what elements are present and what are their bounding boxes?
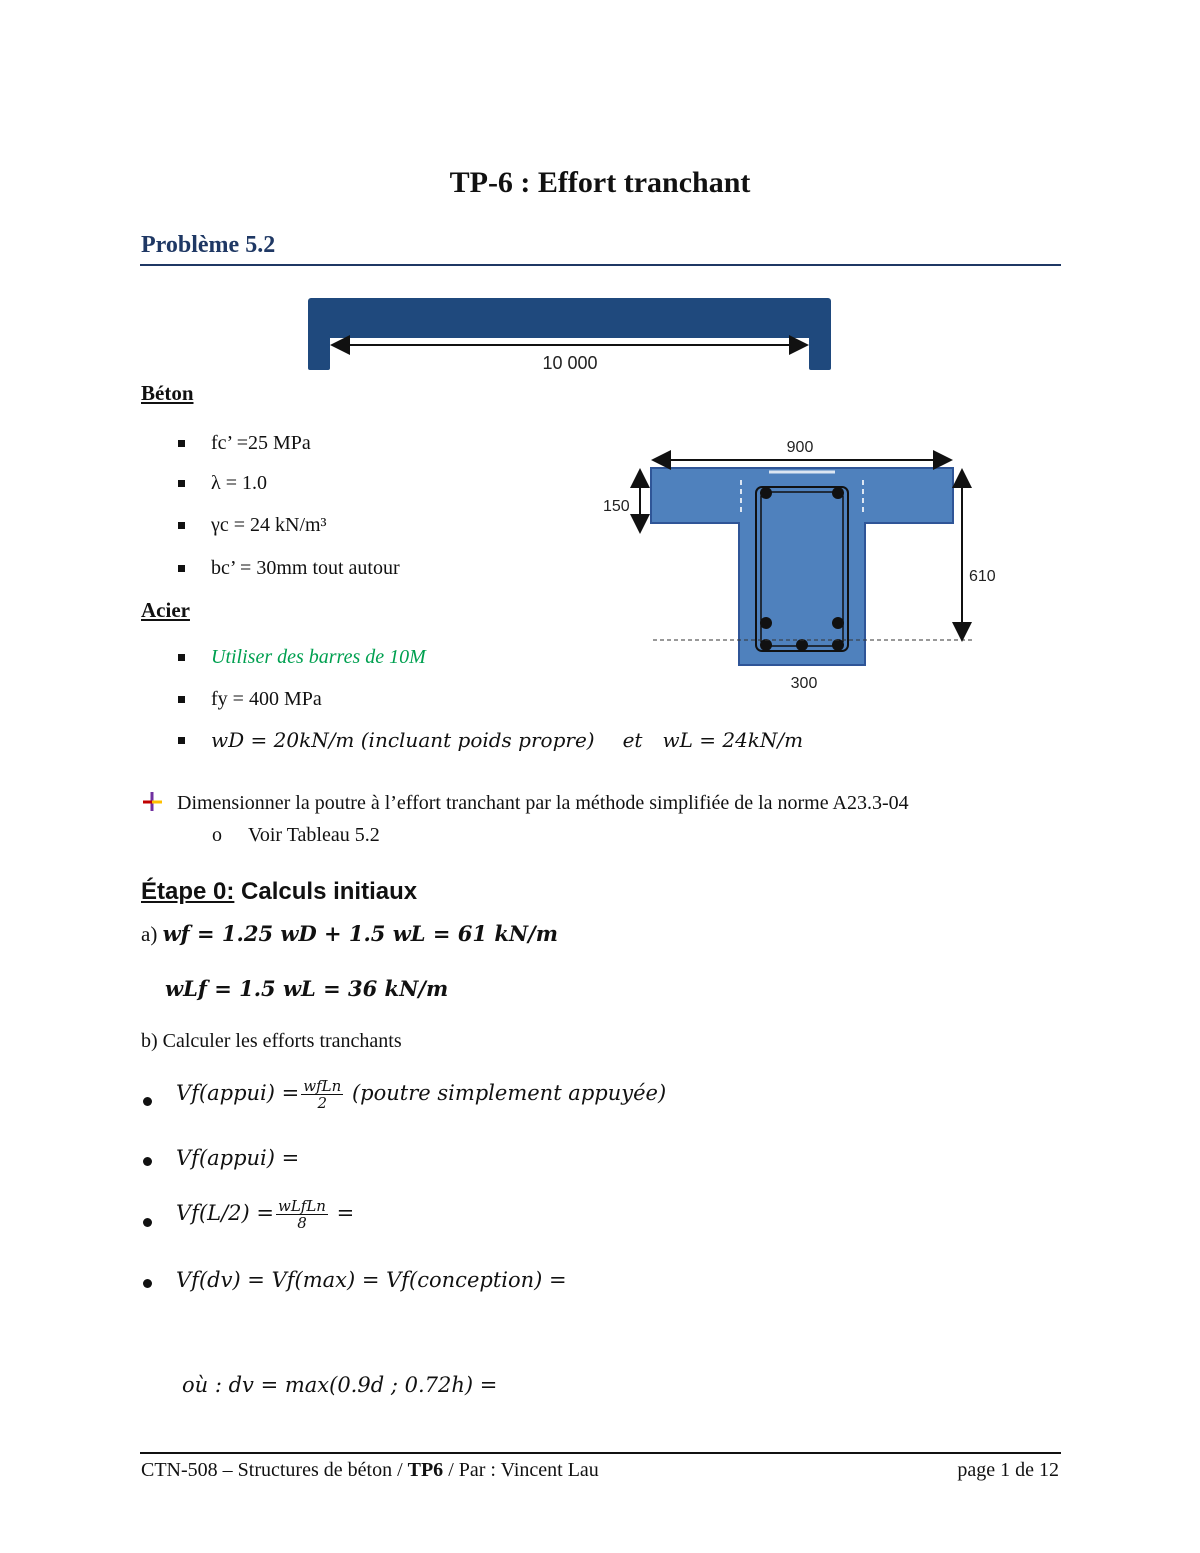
- eq-a-line: [141, 921, 558, 947]
- acier-label: Acier: [141, 598, 190, 622]
- bottom-bar: [832, 617, 844, 629]
- page-title: TP-6 : Effort tranchant: [449, 166, 751, 199]
- load-live: wL = 24kN/m: [662, 728, 804, 752]
- beton-label: Béton: [141, 381, 194, 405]
- task-text: Dimensionner la poutre à l’effort tranchant par la méthode simplifiée de la norme A23.3-04: [177, 792, 909, 814]
- dv-formula: où : dv = max(0.9d ; 0.72h) =: [182, 1373, 498, 1397]
- load-et: et: [622, 728, 643, 752]
- load-dead: wD = 20kN/m (incluant poids propre): [211, 728, 595, 752]
- task-subtext: Voir Tableau 5.2: [248, 824, 380, 846]
- depth-label: 610: [969, 568, 996, 585]
- efforts-heading: b) Calculer les efforts tranchants: [141, 1030, 402, 1052]
- vf-appui-formula: [176, 1078, 666, 1111]
- right-support: [809, 334, 831, 370]
- bullet-dot: [143, 1279, 152, 1288]
- bottom-bar: [796, 639, 808, 651]
- pin-arrow-icon: [141, 790, 165, 814]
- beton-item-gamma: γc = 24 kN/m³: [211, 514, 327, 536]
- page-number: page 1 de 12: [957, 1459, 1059, 1481]
- eq-wf: wf = 1.25 wD + 1.5 wL = 61 kN/m: [162, 921, 558, 946]
- t-section-diagram: [595, 430, 996, 695]
- fraction: [301, 1078, 343, 1111]
- etape-heading: [141, 878, 417, 906]
- footer-course-name: CTN-508 – Structures de béton /: [141, 1459, 408, 1481]
- vf-mid-equals: =: [336, 1201, 355, 1225]
- left-support: [308, 334, 330, 370]
- fraction: [276, 1198, 328, 1231]
- vf-mid-formula: [176, 1198, 354, 1231]
- top-bar: [760, 487, 772, 499]
- bullet-dot: [143, 1097, 152, 1106]
- vf-appui-value: Vf(appui) =: [176, 1146, 300, 1170]
- beton-item-cover: bc’ = 30mm tout autour: [211, 557, 400, 579]
- web-width-label: 300: [790, 675, 818, 692]
- width-label: 900: [786, 439, 814, 456]
- bullet-dot: [143, 1157, 152, 1166]
- bullet-square: [178, 565, 185, 572]
- beam-body: [308, 298, 831, 338]
- bottom-bar: [760, 639, 772, 651]
- bullet-square: [178, 440, 185, 447]
- vf-appui-note: (poutre simplement appuyée): [351, 1081, 667, 1105]
- heading-rule: [140, 264, 1061, 266]
- fraction-num: wLfLn: [277, 1197, 326, 1215]
- etape-label: Étape 0:: [141, 878, 235, 905]
- vf-appui-lhs: Vf(appui) =: [176, 1081, 300, 1105]
- span-label: 10 000: [542, 353, 598, 373]
- fraction-num: wfLn: [303, 1077, 342, 1095]
- sub-bullet-marker: o: [212, 824, 222, 846]
- footer-author: / Par : Vincent Lau: [443, 1459, 599, 1481]
- bullet-square: [178, 737, 185, 744]
- eq-wlf: wLf = 1.5 wL = 36 kN/m: [165, 976, 449, 1001]
- beton-item-lambda: λ = 1.0: [211, 472, 267, 494]
- fraction-den: 2: [317, 1094, 328, 1112]
- bullet-square: [178, 522, 185, 529]
- fraction-den: 8: [297, 1214, 307, 1232]
- eq-a-prefix: a): [141, 922, 158, 946]
- vf-design-formula: Vf(dv) = Vf(max) = Vf(conception) =: [176, 1268, 567, 1292]
- flange-thickness-label: 150: [603, 498, 630, 515]
- beton-item-fc: fc’ =25 MPa: [211, 432, 311, 454]
- top-bar: [832, 487, 844, 499]
- acier-item-bars: Utiliser des barres de 10M: [211, 646, 426, 668]
- acier-item-loads: [211, 728, 803, 752]
- etape-title: Calculs initiaux: [234, 878, 418, 905]
- bullet-dot: [143, 1218, 152, 1227]
- concrete-section: [651, 468, 953, 665]
- problem-heading: Problème 5.2: [141, 232, 276, 258]
- footer-course: [141, 1459, 599, 1482]
- bullet-square: [178, 696, 185, 703]
- footer-tp: TP6: [407, 1459, 444, 1481]
- bottom-bar: [832, 639, 844, 651]
- bullet-square: [178, 654, 185, 661]
- acier-item-fy: fy = 400 MPa: [211, 688, 322, 710]
- footer-rule: [140, 1452, 1061, 1454]
- vf-mid-lhs: Vf(L/2) =: [176, 1201, 274, 1225]
- beam-diagram: [300, 290, 840, 380]
- bullet-square: [178, 480, 185, 487]
- bottom-bar: [760, 617, 772, 629]
